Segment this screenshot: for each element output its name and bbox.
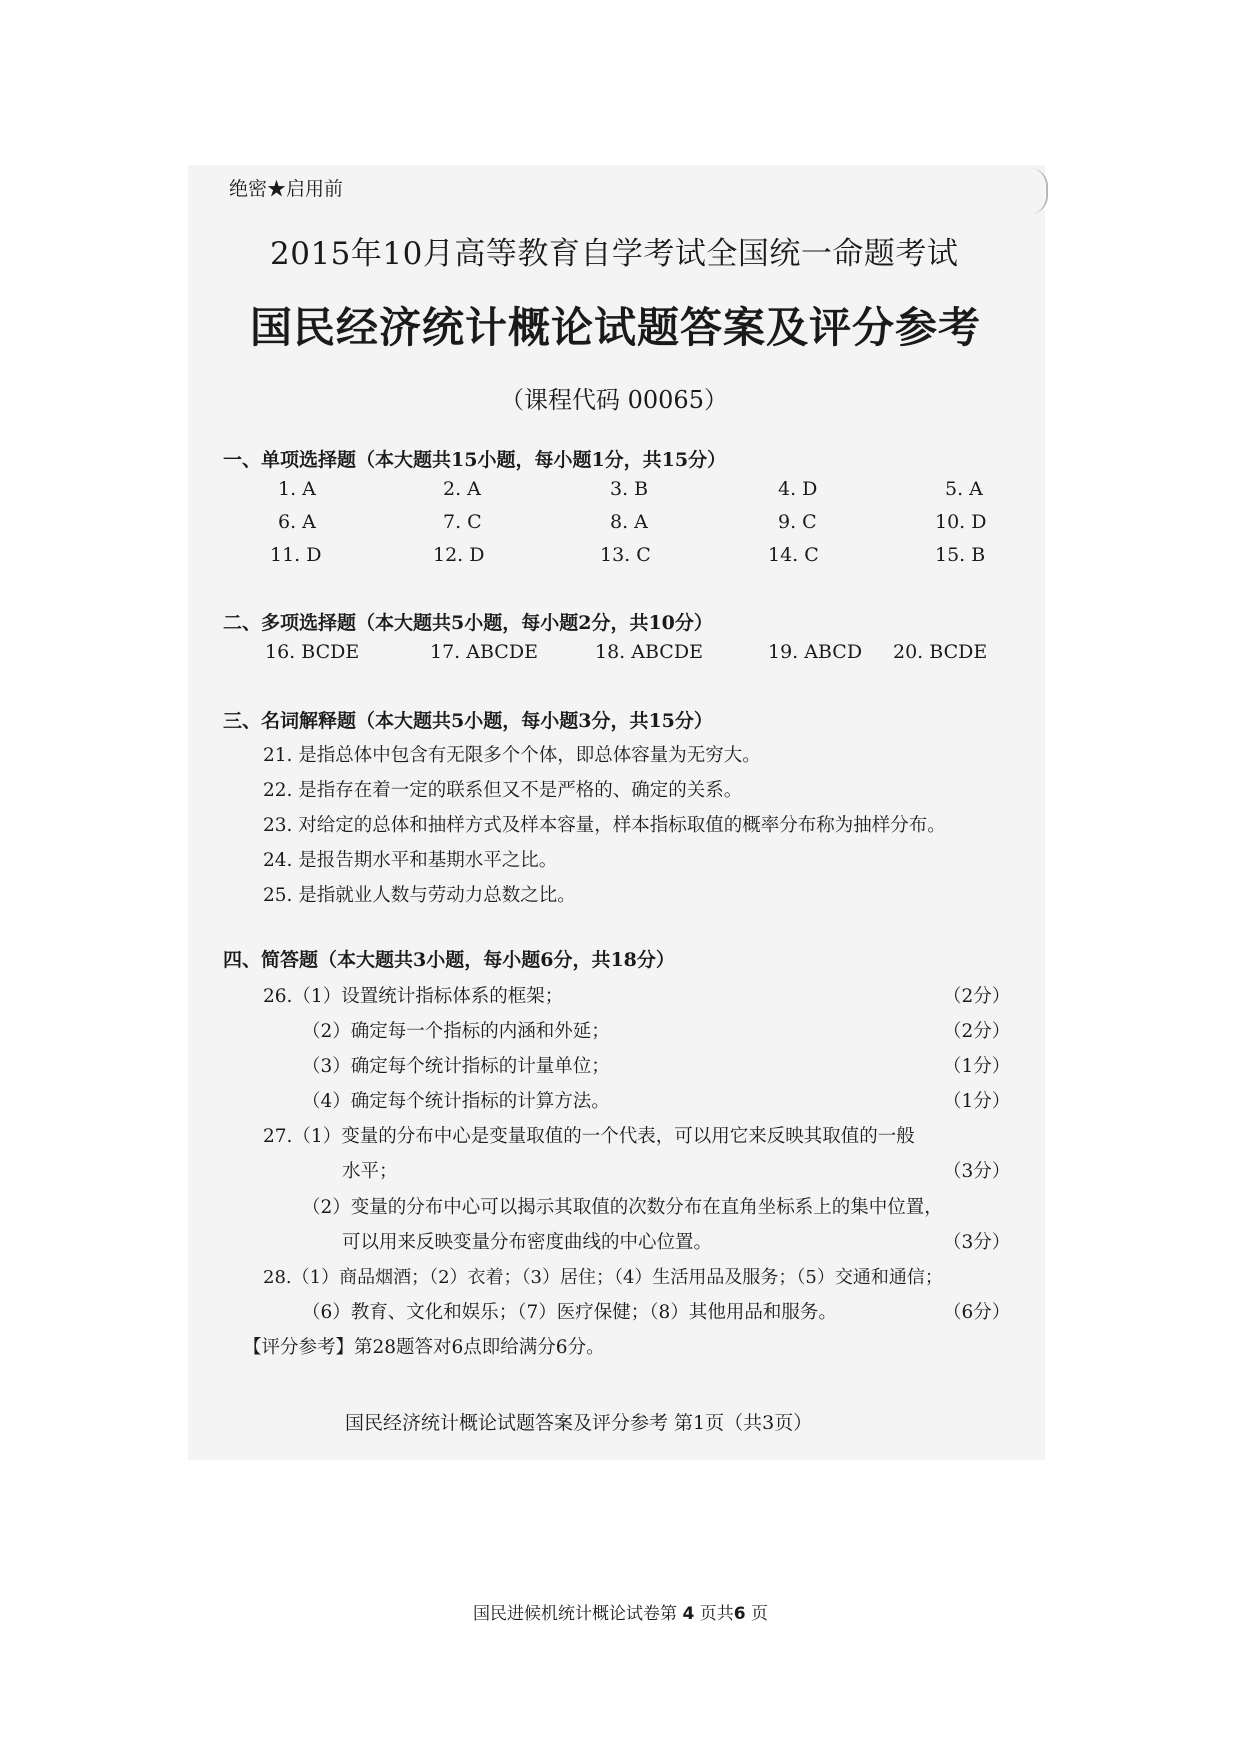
document-title: 国民经济统计概论试题答案及评分参考 bbox=[250, 303, 982, 352]
answer-line: 28.（1）商品烟酒；（2）衣着；（3）居住；（4）生活用品及服务；（5）交通和通信； bbox=[263, 1267, 943, 1288]
answer-item: 5. A bbox=[945, 478, 983, 500]
answer-line: 27.（1）变量的分布中心是变量取值的一个代表，可以用它来反映其取值的一般 bbox=[263, 1126, 915, 1147]
answer-line: （2）变量的分布中心可以揭示其取值的次数分布在直角坐标系上的集中位置， bbox=[302, 1197, 943, 1218]
answer-item: 13. C bbox=[600, 544, 651, 566]
exam-title: 2015年10月高等教育自学考试全国统一命题考试 bbox=[270, 236, 959, 272]
answer-item: 14. C bbox=[768, 544, 819, 566]
footer-page-number: 4 bbox=[682, 1604, 695, 1624]
definition-item: 21. 是指总体中包含有无限多个个体，即总体容量为无穷大。 bbox=[263, 745, 761, 766]
answer-line: （3）确定每个统计指标的计量单位； bbox=[302, 1056, 610, 1077]
answer-line: 可以用来反映变量分布密度曲线的中心位置。 bbox=[342, 1232, 713, 1253]
answer-item: 12. D bbox=[433, 544, 485, 566]
footer-suffix: 页 bbox=[750, 1604, 768, 1624]
answer-item: 19. ABCD bbox=[768, 641, 863, 663]
answer-item: 11. D bbox=[270, 544, 322, 566]
score-label: （3分） bbox=[943, 1232, 1011, 1253]
answer-item: 9. C bbox=[778, 511, 817, 533]
score-label: （2分） bbox=[943, 986, 1011, 1007]
answer-line: （4）确定每个统计指标的计算方法。 bbox=[302, 1091, 610, 1112]
staple-mark bbox=[1030, 168, 1048, 214]
answer-item: 10. D bbox=[935, 511, 987, 533]
answer-item: 2. A bbox=[443, 478, 481, 500]
answer-item: 15. B bbox=[935, 544, 986, 566]
answer-line: （2）确定每一个指标的内涵和外延； bbox=[302, 1021, 610, 1042]
answer-item: 1. A bbox=[278, 478, 316, 500]
section2-heading: 二、多项选择题（本大题共5小题，每小题2分，共10分） bbox=[223, 612, 713, 634]
answer-item: 8. A bbox=[610, 511, 648, 533]
score-label: （2分） bbox=[943, 1021, 1011, 1042]
answer-item: 3. B bbox=[610, 478, 649, 500]
answer-item: 20. BCDE bbox=[893, 641, 988, 663]
answer-item: 4. D bbox=[778, 478, 818, 500]
footer-total-pages: 6 bbox=[733, 1604, 746, 1624]
footer-prefix: 国民进候机统计概论试卷第 bbox=[473, 1604, 678, 1624]
course-code: （课程代码 00065） bbox=[500, 386, 728, 414]
answer-item: 7. C bbox=[443, 511, 482, 533]
section1-heading: 一、单项选择题（本大题共15小题，每小题1分，共15分） bbox=[223, 449, 727, 471]
page-footer bbox=[0, 1599, 1241, 1624]
definition-item: 24. 是报告期水平和基期水平之比。 bbox=[263, 850, 558, 871]
answer-item: 6. A bbox=[278, 511, 316, 533]
score-label: （1分） bbox=[943, 1056, 1011, 1077]
definition-item: 23. 对给定的总体和抽样方式及样本容量，样本指标取值的概率分布称为抽样分布。 bbox=[263, 815, 946, 836]
inner-page-footer: 国民经济统计概论试题答案及评分参考 第1页（共3页） bbox=[345, 1412, 813, 1434]
answer-line: （6）教育、文化和娱乐；（7）医疗保健；（8）其他用品和服务。 bbox=[302, 1302, 837, 1323]
scoring-note: 【评分参考】第28题答对6点即给满分6分。 bbox=[243, 1337, 605, 1358]
answer-item: 16. BCDE bbox=[265, 641, 360, 663]
definition-item: 25. 是指就业人数与劳动力总数之比。 bbox=[263, 885, 576, 906]
answer-item: 17. ABCDE bbox=[430, 641, 538, 663]
section4-heading: 四、简答题（本大题共3小题，每小题6分，共18分） bbox=[223, 949, 675, 971]
answer-line: 26.（1）设置统计指标体系的框架； bbox=[263, 986, 564, 1007]
footer-middle: 页共 bbox=[699, 1604, 734, 1624]
score-label: （6分） bbox=[943, 1302, 1011, 1323]
section3-heading: 三、名词解释题（本大题共5小题，每小题3分，共15分） bbox=[223, 710, 713, 732]
score-label: （3分） bbox=[943, 1161, 1011, 1182]
definition-item: 22. 是指存在着一定的联系但又不是严格的、确定的关系。 bbox=[263, 780, 743, 801]
score-label: （1分） bbox=[943, 1091, 1011, 1112]
confidential-label: 绝密★启用前 bbox=[229, 178, 344, 200]
answer-line: 水平； bbox=[342, 1161, 398, 1182]
answer-item: 18. ABCDE bbox=[595, 641, 703, 663]
